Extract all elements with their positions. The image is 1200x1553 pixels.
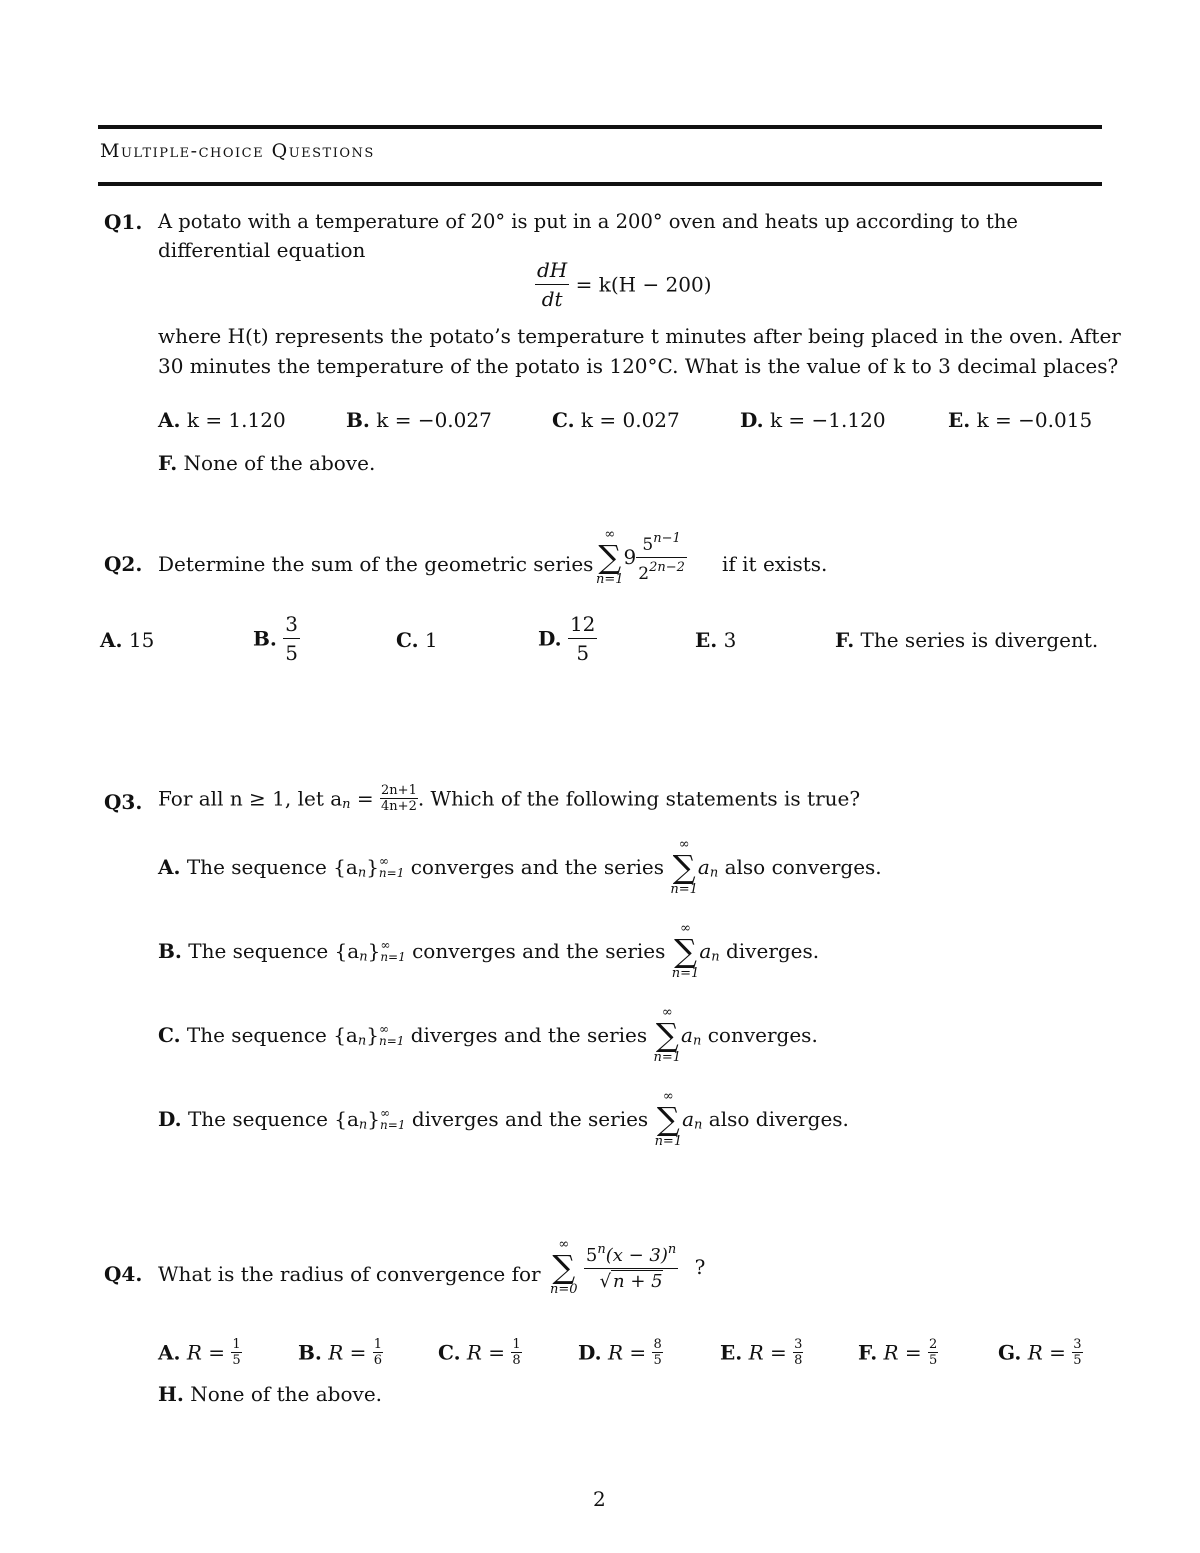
q1-text-line4: 30 minutes the temperature of the potato is 120°C. What is the value of k to 3 decimal places?	[158, 354, 1119, 378]
q3-choice-d[interactable]: D. The sequence $\{a_n\}$ ∞ n=1 diverges and the series ∞ ∑ n=1 $a_n$ also diverges.	[158, 1089, 849, 1149]
q2-sum-lower: n=1	[596, 572, 624, 587]
q2-text: Determine the sum of the geometric series	[158, 552, 594, 576]
q1-text-line3: where H(t) represents the potato’s temperature t minutes after being placed in the oven. After	[158, 324, 1121, 348]
sigma-icon: ∑	[655, 1016, 679, 1054]
q2-sum-upper: ∞	[604, 527, 616, 542]
q3-choice-b[interactable]: B. The sequence $\{a_n\}$ ∞ n=1 converges and the series ∞ ∑ n=1 $a_n$ diverges.	[158, 921, 820, 981]
q1-text-line1: A potato with a temperature of 20° is put in a 200° oven and heats up according to the	[158, 210, 1018, 233]
section-title: Multiple-choice Questions	[100, 140, 375, 162]
q3-label: Q3.	[104, 790, 143, 814]
q4-choice-f[interactable]: F. R = $\frac{2}{5}$	[858, 1337, 938, 1368]
q4-series: ∞ ∑ n=0 $\frac{5^n(x - 3)^n}{√ n + 5}$ ?	[550, 1237, 706, 1297]
q2-choice-d[interactable]: D. $\frac{12}{5}$	[538, 612, 596, 665]
q4-choice-g[interactable]: G. R = $\frac{3}{5}$	[998, 1337, 1082, 1368]
q1-equation	[535, 258, 712, 311]
q4-sum: ∞ ∑ n=0	[550, 1237, 578, 1297]
q1-eq-denominator: dt	[535, 284, 569, 311]
page-number: 2	[593, 1487, 606, 1511]
sigma-icon: ∑	[672, 848, 696, 886]
q1-choice-e[interactable]: E. k = −0.015	[948, 408, 1093, 432]
q2-choice-b[interactable]: B. $\frac{3}{5}$	[253, 612, 298, 665]
q1-choice-d[interactable]: D. k = −1.120	[740, 408, 886, 432]
q2-choice-f[interactable]: F. The series is divergent.	[835, 628, 1099, 652]
q2-coefficient: 9	[623, 545, 637, 569]
q2-series	[596, 528, 687, 586]
q4-text: What is the radius of convergence for	[158, 1262, 541, 1286]
q2-sum	[596, 528, 624, 586]
sqrt-icon: √	[599, 1271, 612, 1292]
top-rule	[98, 125, 1102, 129]
q2-choice-e[interactable]: E. 3	[695, 628, 737, 652]
q3-choice-c[interactable]: C. The sequence $\{a_n\}$ ∞ n=1 diverges and the series ∞ ∑ n=1 $a_n$ converges.	[158, 1005, 818, 1065]
sigma-icon: ∑	[552, 1248, 576, 1286]
q3-choice-a[interactable]: A. The sequence $\{a_n\}$ ∞ n=1 converges and the series ∞ ∑ n=1 $a_n$ also converges.	[158, 837, 882, 897]
q2-choice-c[interactable]: C. 1	[396, 628, 438, 652]
q4-choice-e[interactable]: E. R = $\frac{3}{8}$	[720, 1337, 803, 1368]
q1-eq-fraction	[535, 258, 569, 311]
q2-label: Q2.	[104, 552, 143, 576]
bottom-rule	[98, 182, 1102, 186]
q1-choice-c[interactable]: C. k = 0.027	[552, 408, 680, 432]
q4-label: Q4.	[104, 1262, 143, 1286]
q3-intro-fraction: $\frac{2n+1}{4n+2}$	[381, 783, 417, 814]
q1-eq-rhs: = k(H − 200)	[575, 272, 712, 297]
q4-choice-b[interactable]: B. R = $\frac{1}{6}$	[298, 1337, 383, 1368]
q4-choice-a[interactable]: A. R = $\frac{1}{5}$	[158, 1337, 241, 1368]
q4-choice-h[interactable]: H. None of the above.	[158, 1382, 383, 1406]
q4-fraction: $\frac{5^n(x - 3)^n}{√ n + 5}$	[585, 1242, 677, 1292]
q3-intro: For all n ≥ 1, let $a_n$ = $\frac{2n+1}{4n+2}$ . Which of the following statements is true?	[158, 783, 861, 814]
sigma-icon: ∑	[598, 538, 622, 576]
q2-fraction: $\frac{5^{n-1}}{2^{2n-2}}$	[638, 530, 685, 584]
q1-label: Q1.	[104, 210, 143, 234]
q1-eq-numerator: dH	[537, 258, 568, 282]
q1-choice-b[interactable]: B. k = −0.027	[346, 408, 492, 432]
q1-choice-a[interactable]: A. k = 1.120	[158, 408, 286, 432]
q2-tail: if it exists.	[722, 552, 828, 576]
q4-choice-c[interactable]: C. R = $\frac{1}{8}$	[438, 1337, 521, 1368]
q1-text-line2: differential equation	[158, 238, 366, 262]
q1-choice-f[interactable]: F. None of the above.	[158, 451, 376, 475]
sigma-icon: ∑	[656, 1100, 680, 1138]
q2-choice-a[interactable]: A. 15	[100, 628, 155, 652]
q4-choice-d[interactable]: D. R = $\frac{8}{5}$	[578, 1337, 662, 1368]
sigma-icon: ∑	[674, 932, 697, 970]
